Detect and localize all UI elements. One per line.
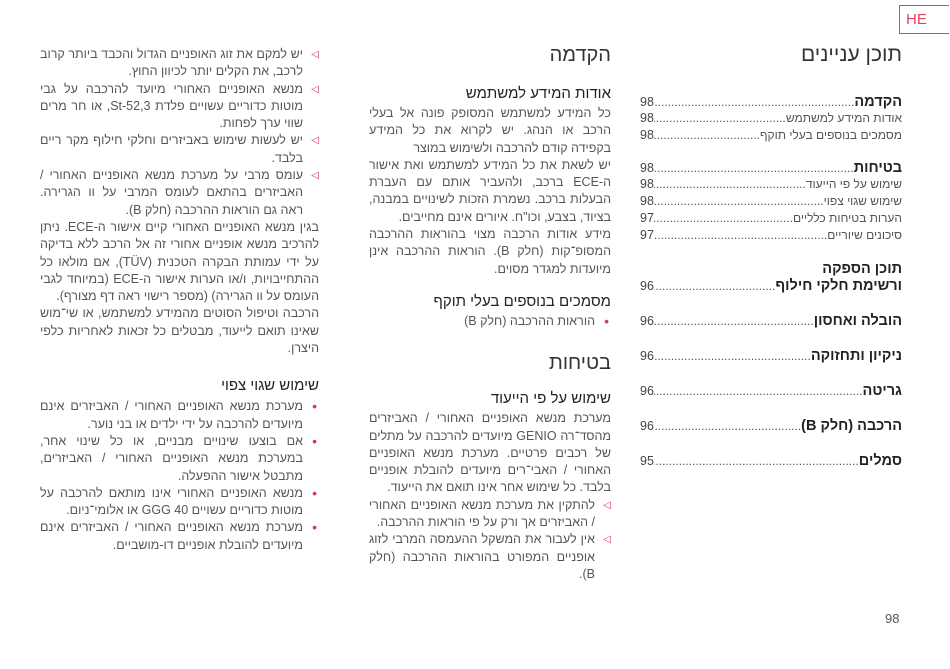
table-of-contents [640, 40, 902, 473]
docs-heading: מסמכים בנוספים בעלי תוקף [433, 292, 611, 310]
column-left [40, 46, 319, 554]
toc-page-number: 98 [640, 95, 654, 109]
use-paragraph: מערכת מנשא האופניים האחורי / האביזרים מהסד־רה GENIO מיועדים להרכבה על מתלים של רכבים פרטיים. מערכת מנשא האופניים האחורי / האבי־רים מיועדים להובלת אופניים בלבד. כל שימוש אחר אינו תואם את הייעוד. [369, 411, 611, 495]
toc-leader-dots [654, 161, 854, 175]
list-item: • מערכת מנשא האופניים האחורי / האביזרים אינם מיועדים להרכבה על ידי ילדים או בני נוער. [40, 398, 317, 431]
toc-entry-label: הובלה ואחסון [813, 313, 902, 329]
toc-entry[interactable] [640, 453, 902, 473]
about-heading: אודות המידע למשתמש [465, 85, 611, 102]
list-item: ◁ יש למקם את זוג האופניים הגדול והכבד ביותר קרוב לרכב, את הקלים יותר לכיוון החוץ. [40, 47, 319, 79]
toc-page-number: 95 [640, 454, 654, 468]
liability-paragraph: הרכבה וטיפול הסוטים מהמידע למשתמש, או שי־מוש שאינו תואם לייעוד, מבטלים כל זכאות לאחריות כלפי היצרן. [40, 306, 319, 356]
triangle-marker-icon: ◁ [603, 534, 611, 546]
toc-entry[interactable] [640, 348, 902, 368]
intro-heading: הקדמה [549, 44, 611, 66]
toc-delivery-line2: ורשימת חלקי חילוף [775, 278, 902, 294]
bullet-icon: • [312, 398, 317, 415]
toc-page-number: 96 [640, 384, 654, 398]
bullet-icon: • [312, 484, 317, 501]
use-list-item: ◁ להתקין את מערכת מנשא האופניים האחורי / האביזרים אך ורק על פי הוראות ההרכבה. [369, 497, 611, 530]
toc-page-number: 98 [640, 177, 654, 191]
toc-group-intro [640, 94, 902, 145]
toc-leader-dots [654, 194, 824, 208]
toc-page-number: 98 [640, 194, 654, 208]
toc-entry[interactable] [640, 194, 902, 211]
triangle-marker-icon: ◁ [311, 49, 319, 60]
ece-paragraph: בגין מנשא האופניים האחורי קיים אישור ה-ECE. ניתן להרכיב מנשא אופניים אחורי זה אל הרכב ללא בדיקה על ידי עמותת הבקרה הטכנית (TÜV), אם מולאו כל ההתחייבויות, ו/או הערות אישור ה-ECE (במיוחד לגבי העומס על וו הגרירה) (מספר רישוי ראה דף מצורף). [40, 219, 319, 304]
toc-leader-dots [654, 279, 775, 293]
toc-entry[interactable] [640, 228, 902, 245]
triangle-marker-icon: ◁ [311, 83, 319, 95]
triangle-marker-icon: ◁ [603, 499, 611, 511]
toc-page-number: 98 [640, 128, 654, 142]
language-tab[interactable]: HE [899, 5, 949, 34]
bullet-icon: • [312, 432, 317, 449]
toc-leader-dots [654, 349, 811, 363]
toc-leader-dots [654, 228, 827, 242]
left-instruction-list [40, 46, 319, 219]
toc-page-number: 96 [640, 349, 654, 363]
toc-entry-label: סיכונים שיוריים [827, 228, 902, 242]
safety-heading: בטיחות [549, 352, 611, 375]
toc-page-number: 97 [640, 211, 654, 225]
toc-title: תוכן עניינים [800, 43, 902, 66]
toc-leader-dots [654, 314, 814, 328]
toc-entry-label: מסמכים בנוספים בעלי תוקף [760, 128, 902, 142]
toc-leader-dots [654, 419, 801, 433]
use-list-item: ◁ אין לעבור את המשקל ההעמסה המרבי לזוג אופניים המפורט בהוראות ההרכבה (חלק B). [369, 532, 611, 581]
about-paragraph-1: כל המידע למשתמש המסופק פונה אל בעלי הרכב או הנהג. יש לקרוא את כל המידע בקפידה קודם להרכבה ולשימוש במוצר [369, 106, 611, 155]
toc-entry-delivery[interactable] [640, 260, 902, 298]
triangle-marker-icon: ◁ [311, 170, 319, 182]
about-paragraph-2: יש לשאת את כל המידע למשתמש ואת אישור ה-ECE ברכב, ולהעביר אותם עם העברת הבעלות ברכב. נשמרת הזכות לשינויים במבנה, בציוד, בצבע, וכו"ח. איורים אינם מחייבים. [369, 157, 611, 224]
toc-page-number: 96 [640, 279, 654, 293]
toc-group-safety [640, 160, 902, 245]
toc-leader-dots [654, 177, 806, 191]
about-paragraph-3: מידע אודות הרכבה מצוי בהוראות ההרכבה המסופ־קות (חלק B). הוראות ההרכבה אינן מיועדות למגדר מסוים. [369, 227, 611, 276]
toc-entry-label: הערות בטיחות כלליים [792, 211, 902, 225]
toc-leader-dots [654, 128, 760, 142]
toc-entry[interactable] [640, 418, 902, 438]
toc-leader-dots [654, 384, 863, 398]
toc-entry-label: גריטה [862, 383, 902, 399]
page-number: 98 [885, 611, 900, 626]
bullet-icon: • [312, 519, 317, 536]
list-item: ◁ יש לעשות שימוש באביזרים וחלקי חילוף מקר ריים בלבד. [40, 133, 319, 165]
toc-entry-label: אודות המידע למשתמש [785, 111, 902, 125]
toc-entry-label: הקדמה [854, 94, 902, 110]
toc-entry[interactable] [640, 160, 902, 177]
toc-page-number: 96 [640, 314, 654, 328]
toc-entry[interactable] [640, 383, 902, 403]
toc-leader-dots [654, 95, 854, 109]
bullet-icon: • [604, 312, 609, 329]
toc-leader-dots [654, 454, 859, 468]
toc-entry-label: שימוש שגוי צפוי [823, 194, 902, 208]
toc-entry[interactable] [640, 128, 902, 145]
toc-entry-label: ניקיון ותחזוקה [810, 348, 902, 364]
toc-entry[interactable] [640, 177, 902, 194]
toc-leader-dots [654, 211, 793, 225]
toc-entry-label: הרכבה (חלק B) [801, 418, 902, 434]
list-item: • מערכת מנשא האופניים האחורי / האביזרים אינם מיועדים להובלת אופניים דו-מושביים. [40, 519, 317, 552]
list-item: ◁ עומס מרבי על מערכת מנשא האופניים האחורי / האביזרים בהתאם לעומס המרבי על וו הגרירה. ראה גם הוראות ההרכבה (חלק B). [40, 168, 319, 217]
docs-list-item: • הוראות ההרכבה (חלק B) [464, 312, 609, 329]
triangle-marker-icon: ◁ [311, 135, 319, 147]
toc-page-number: 96 [640, 419, 654, 433]
toc-entry[interactable] [640, 313, 902, 333]
list-item: • מנשא האופניים האחורי אינו מותאם להרכבה על מוטות כדוריים עשויים GGG 40 או אלומי־ניום. [40, 484, 317, 518]
misuse-list [40, 398, 319, 554]
toc-group-others [640, 298, 902, 473]
toc-page-number: 98 [640, 161, 654, 175]
misuse-heading: שימוש שגוי צפוי [221, 377, 319, 395]
toc-entry[interactable] [640, 111, 902, 128]
toc-page-number: 97 [640, 228, 654, 242]
list-item: • אם בוצעו שינויים מבניים, או כל שינוי אחר, במערכת מנשא האופניים האחורי / האביזרים, מתבטל אישור ההפעלה. [40, 432, 317, 483]
column-middle [369, 40, 611, 583]
toc-entry[interactable] [640, 211, 902, 228]
toc-page-number: 98 [640, 111, 654, 125]
list-item: ◁ מנשא האופניים האחורי מיועד להרכבה על גבי מוטות כדוריים עשויים פלדת St-52,3, או חר מרים שווי ערך לפחות. [40, 81, 319, 131]
toc-entry-label: בטיחות [853, 160, 902, 176]
toc-entry-label: שימוש על פי הייעוד [805, 177, 902, 191]
toc-leader-dots [654, 111, 786, 125]
toc-entry-label: סמלים [858, 453, 902, 469]
use-heading: שימוש על פי הייעוד [490, 390, 611, 408]
toc-delivery-line1: תוכן הספקה [822, 261, 902, 277]
toc-entry[interactable] [640, 94, 902, 111]
